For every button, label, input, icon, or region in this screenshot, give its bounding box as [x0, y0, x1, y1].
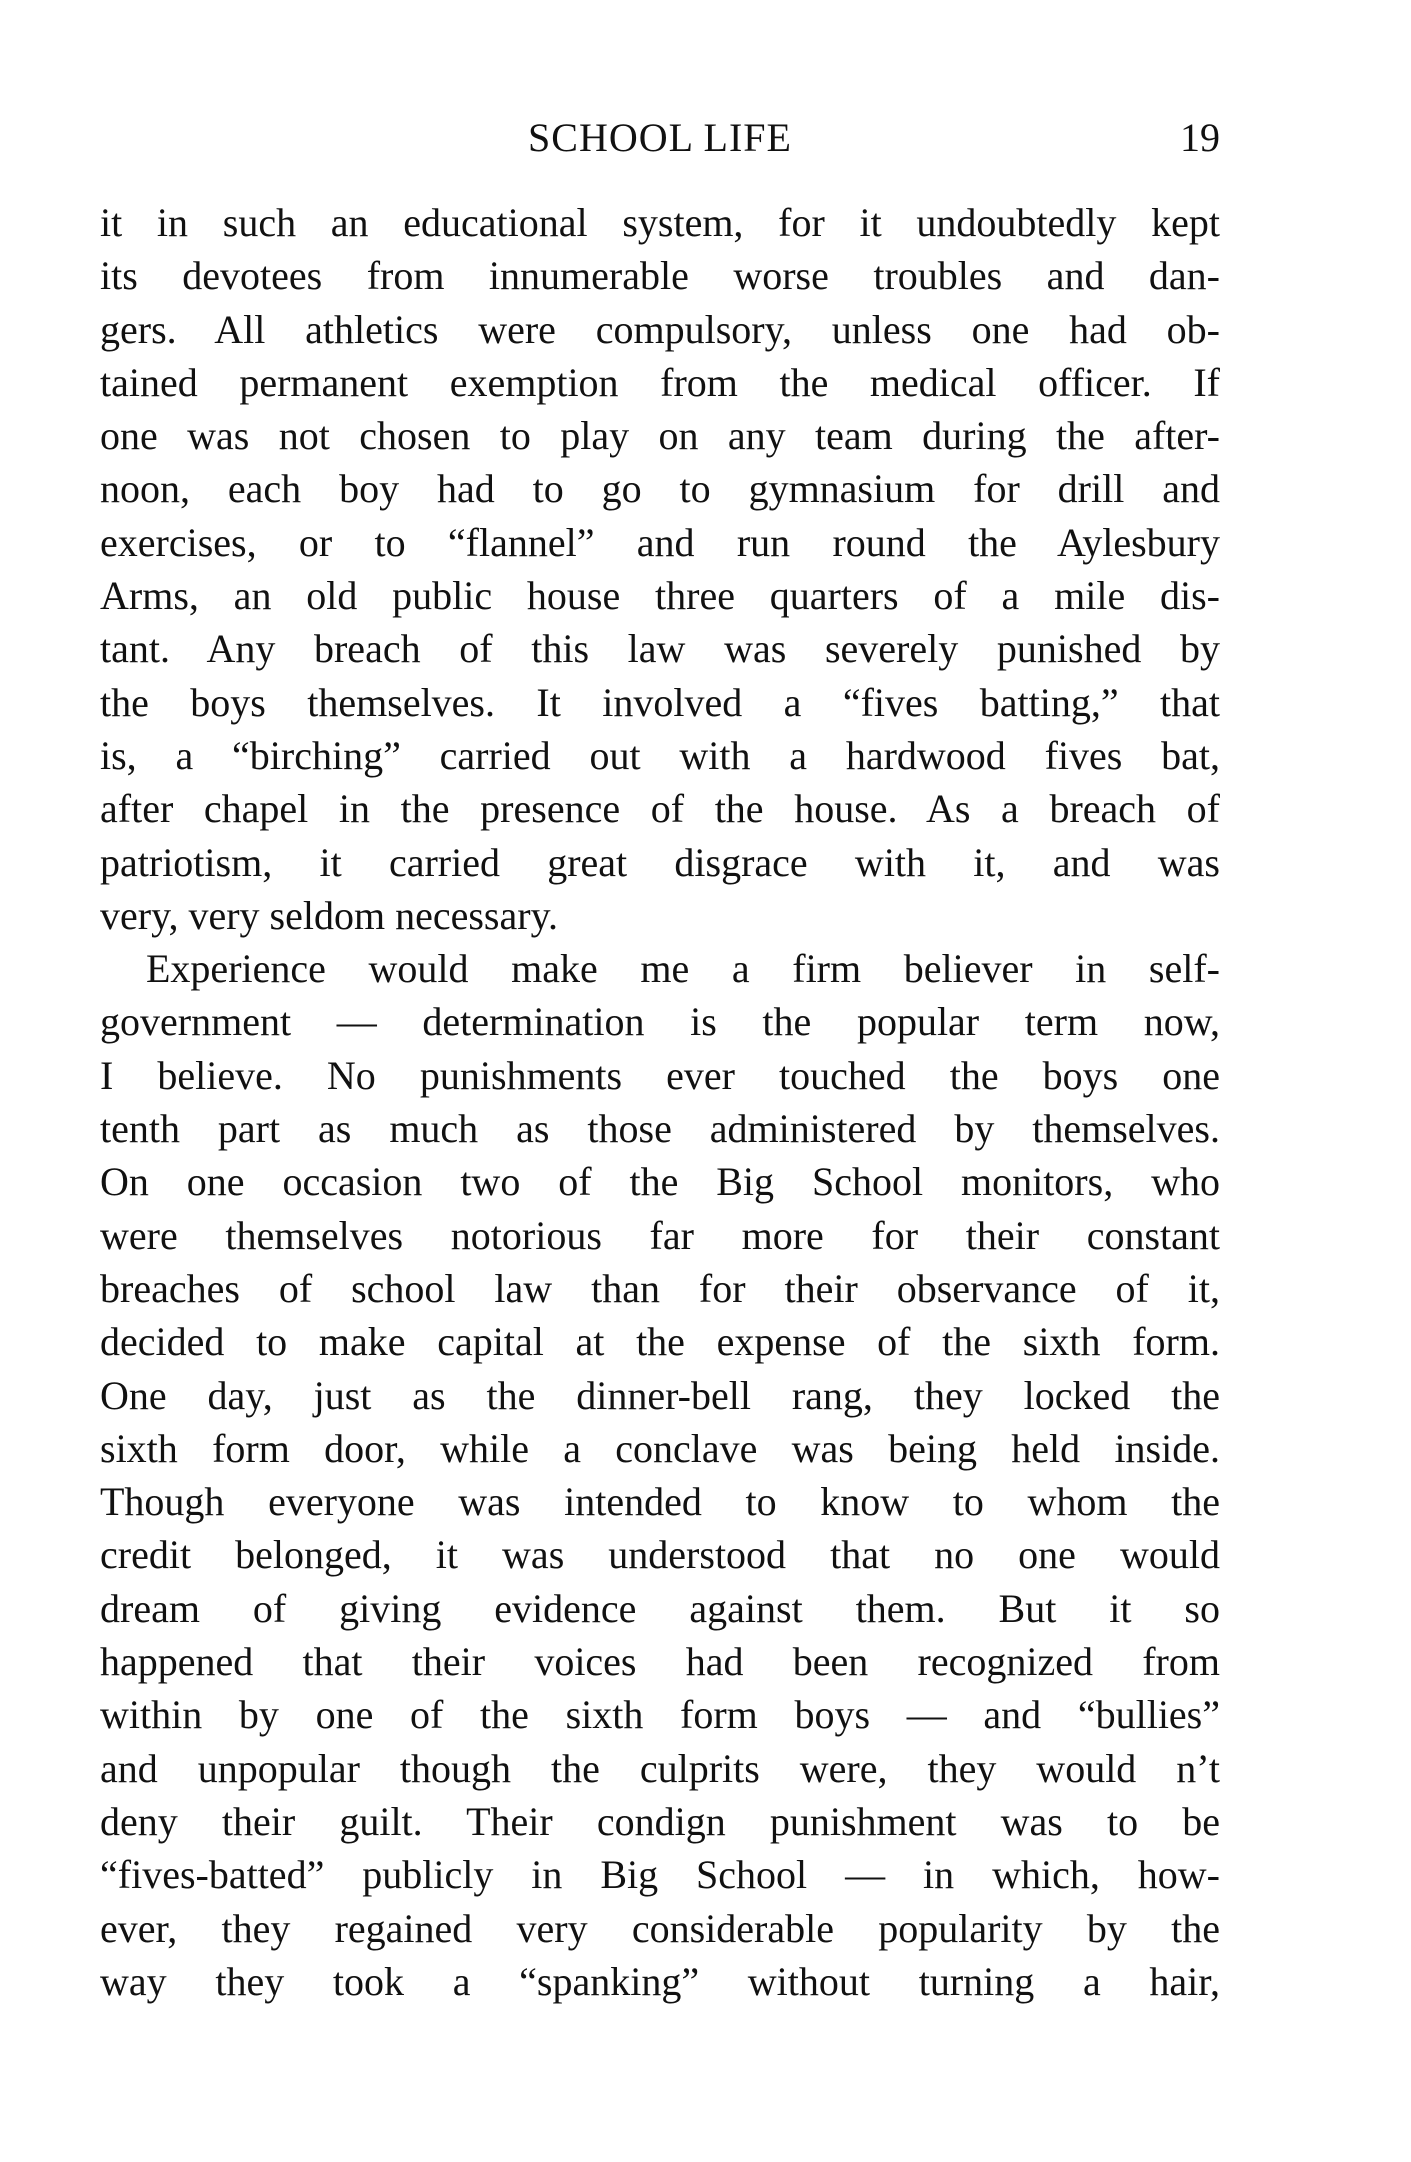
text-line: credit belonged, it was understood that no one would: [100, 1532, 1220, 1578]
text-line: One day, just as the dinner-bell rang, they locked the: [100, 1372, 1220, 1418]
text-line: tant. Any breach of this law was severely punished by: [100, 626, 1220, 672]
paragraph-start-line: Experience would make me a firm believer in self-: [146, 946, 1220, 992]
text-line: way they took a “spanking” without turning a hair,: [100, 1958, 1220, 2004]
running-head: [100, 108, 1220, 168]
text-line: is, a “birching” carried out with a hardwood fives bat,: [100, 732, 1220, 778]
text-line: and unpopular though the culprits were, they would n’t: [100, 1745, 1220, 1791]
text-line: decided to make capital at the expense of the sixth form.: [100, 1319, 1220, 1365]
text-line: tained permanent exemption from the medical officer. If: [100, 359, 1220, 405]
text-line: government — determination is the popular term now,: [100, 999, 1220, 1045]
text-line: Arms, an old public house three quarters of a mile dis-: [100, 573, 1220, 619]
text-line: were themselves notorious far more for their constant: [100, 1212, 1220, 1258]
text-line: one was not chosen to play on any team during the after-: [100, 413, 1220, 459]
text-line: Though everyone was intended to know to whom the: [100, 1479, 1220, 1525]
text-line: very, very seldom necessary.: [100, 892, 558, 938]
text-line: patriotism, it carried great disgrace with it, and was: [100, 839, 1220, 885]
text-line: noon, each boy had to go to gymnasium for drill and: [100, 466, 1220, 512]
text-line: deny their guilt. Their condign punishment was to be: [100, 1798, 1220, 1844]
text-line: within by one of the sixth form boys — and “bullies”: [100, 1692, 1220, 1738]
text-line: its devotees from innumerable worse troubles and dan-: [100, 253, 1220, 299]
body-text: [100, 196, 1220, 2008]
text-line: dream of giving evidence against them. But it so: [100, 1585, 1220, 1631]
text-line: it in such an educational system, for it undoubtedly kept: [100, 200, 1220, 245]
text-line: On one occasion two of the Big School monitors, who: [100, 1159, 1220, 1205]
text-line: “fives-batted” publicly in Big School — in which, how-: [100, 1852, 1220, 1898]
running-title: SCHOOL LIFE: [528, 115, 792, 160]
text-line: ever, they regained very considerable popularity by the: [100, 1905, 1220, 1951]
text-line: exercises, or to “flannel” and run round the Aylesbury: [100, 519, 1220, 565]
text-line: gers. All athletics were compulsory, unless one had ob-: [100, 306, 1220, 352]
text-line: the boys themselves. It involved a “fives batting,” that: [100, 679, 1220, 725]
text-line: tenth part as much as those administered by themselves.: [100, 1106, 1220, 1152]
text-line: sixth form door, while a conclave was being held inside.: [100, 1425, 1220, 1471]
text-line: happened that their voices had been recognized from: [100, 1639, 1220, 1685]
text-line: after chapel in the presence of the house. As a breach of: [100, 786, 1220, 832]
text-line: breaches of school law than for their observance of it,: [100, 1265, 1220, 1311]
page-number: 19: [1180, 115, 1220, 160]
text-line: I believe. No punishments ever touched the boys one: [100, 1052, 1220, 1098]
